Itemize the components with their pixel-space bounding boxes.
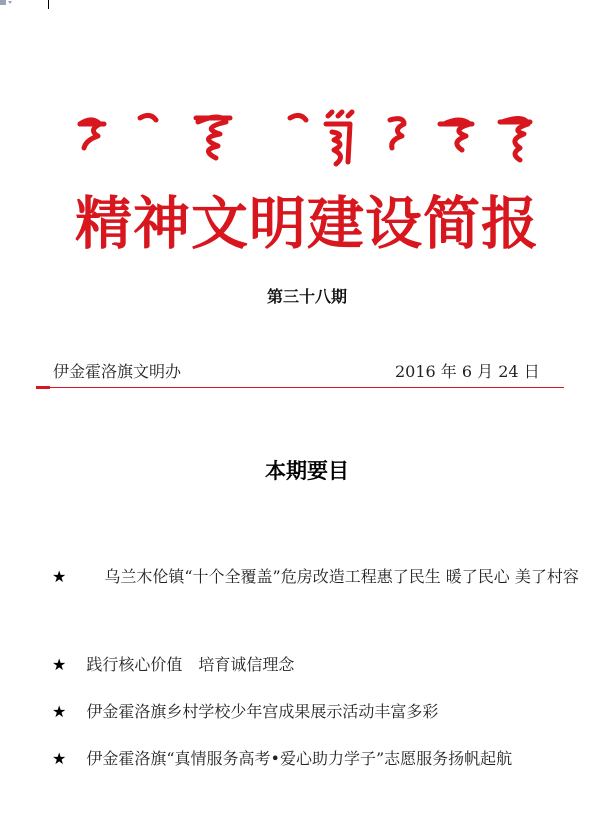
bulletin-title: 精神文明建设简报: [75, 191, 539, 257]
header-divider: [40, 387, 564, 388]
corner-mark-icon: [0, 0, 14, 6]
star-bullet-icon: ★: [52, 749, 67, 768]
headline-text: 伊金霍洛旗“真情服务高考•爱心助力学子”志愿服务扬帆起航: [86, 749, 513, 768]
issuer-name: 伊金霍洛旗文明办: [53, 362, 182, 381]
text-cursor: [48, 0, 49, 9]
mongolian-script-logo: [70, 104, 540, 174]
issue-number: 第三十八期: [266, 287, 347, 306]
star-bullet-icon: ★: [52, 655, 67, 674]
issue-date: 2016 年 6 月 24 日: [395, 362, 540, 381]
headline-text: 践行核心价值 培育诚信理念: [86, 655, 295, 674]
star-bullet-icon: ★: [52, 567, 67, 586]
headline-item: [52, 560, 582, 593]
headline-text: 乌兰木伦镇“十个全覆盖”危房改造工程惠了民生 暖了民心 美了村容: [104, 567, 579, 586]
headline-item: [52, 648, 582, 681]
headline-item: [52, 695, 582, 728]
headline-item: [52, 742, 582, 775]
highlights-heading: 本期要目: [265, 459, 349, 483]
star-bullet-icon: ★: [52, 702, 67, 721]
headline-text: 伊金霍洛旗乡村学校少年宫成果展示活动丰富多彩: [86, 702, 439, 721]
